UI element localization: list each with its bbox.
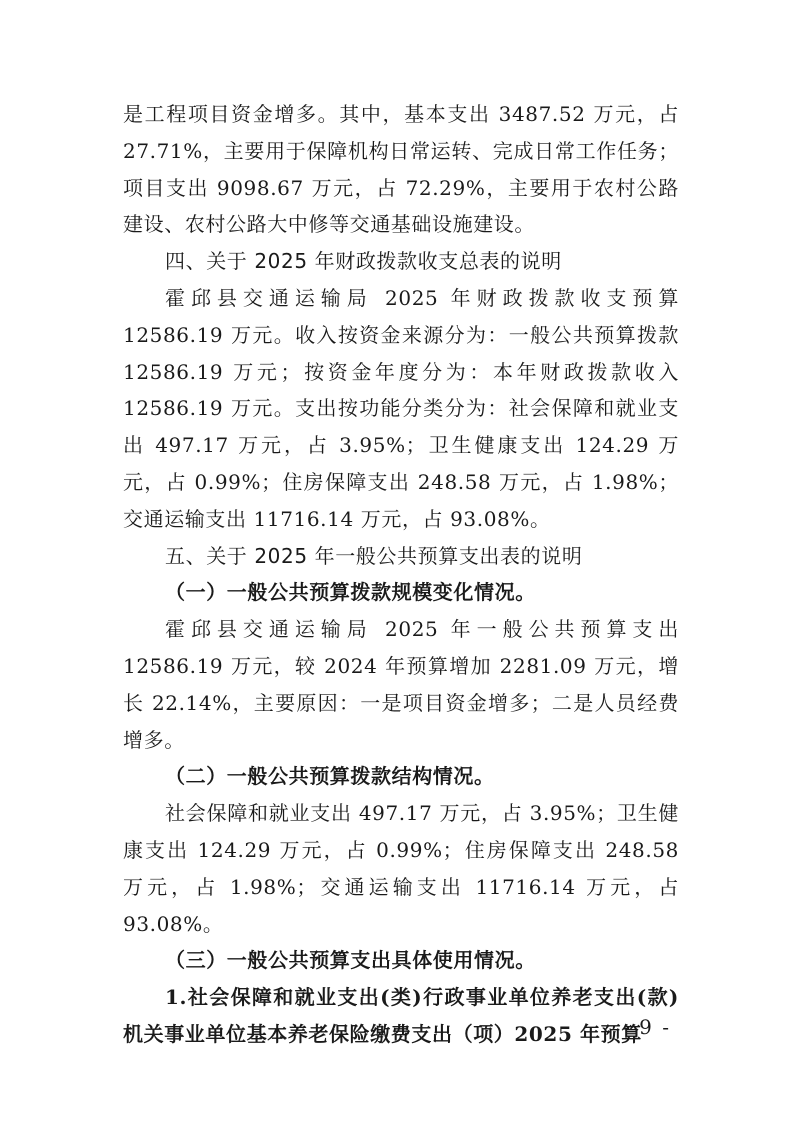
paragraph-scale-change: 霍邱县交通运输局 2025 年一般公共预算支出 12586.19 万元，较 2024 年预算增加 2281.09 万元，增长 22.14%，主要原因：一是项目资金增多；二是人员经费增多。 [123, 617, 679, 752]
section-heading-4: 四、关于 2025 年财政拨款收支总表的说明 [165, 249, 562, 274]
subheading-5-3: （三）一般公共预算支出具体使用情况。 [165, 948, 536, 973]
subheading-5-2: （二）一般公共预算拨款结构情况。 [165, 764, 495, 789]
document-page [123, 96, 679, 1053]
paragraph-structure: 社会保障和就业支出 497.17 万元，占 3.95%；卫生健康支出 124.29 万元，占 0.99%；住房保障支出 248.58 万元，占 1.98%；交通运输支出 11716.14 万元，占 93.08%。 [123, 801, 679, 936]
page-number: - 9 - [622, 1015, 671, 1039]
subheading-5-1: （一）一般公共预算拨款规模变化情况。 [165, 580, 536, 605]
paragraph-fiscal-summary: 霍邱县交通运输局 2025 年财政拨款收支预算 12586.19 万元。收入按资金来源分为：一般公共预算拨款 12586.19 万元；按资金年度分为：本年财政拨款收入 12586.19 万元。支出按功能分类分为：社会保障和就业支出 497.17 万元，占 3.95%；卫生健康支出 124.29 万元，占 0.99%；住房保障支出 248.58 万元，占 1.98%；交通运输支出 11716.14 万元，占 93.08%。 [123, 285, 679, 531]
paragraph-expenditure-breakdown: 是工程项目资金增多。其中，基本支出 3487.52 万元，占 27.71%，主要用于保障机构日常运转、完成日常工作任务；项目支出 9098.67 万元，占 72.29%，主要用于农村公路建设、农村公路大中修等交通基础设施建设。 [123, 102, 679, 237]
section-heading-5: 五、关于 2025 年一般公共预算支出表的说明 [165, 543, 583, 568]
item-1-heading: 1.社会保障和就业支出(类)行政事业单位养老支出(款)机关事业单位基本养老保险缴费支出（项）2025 年预算 [123, 985, 679, 1046]
